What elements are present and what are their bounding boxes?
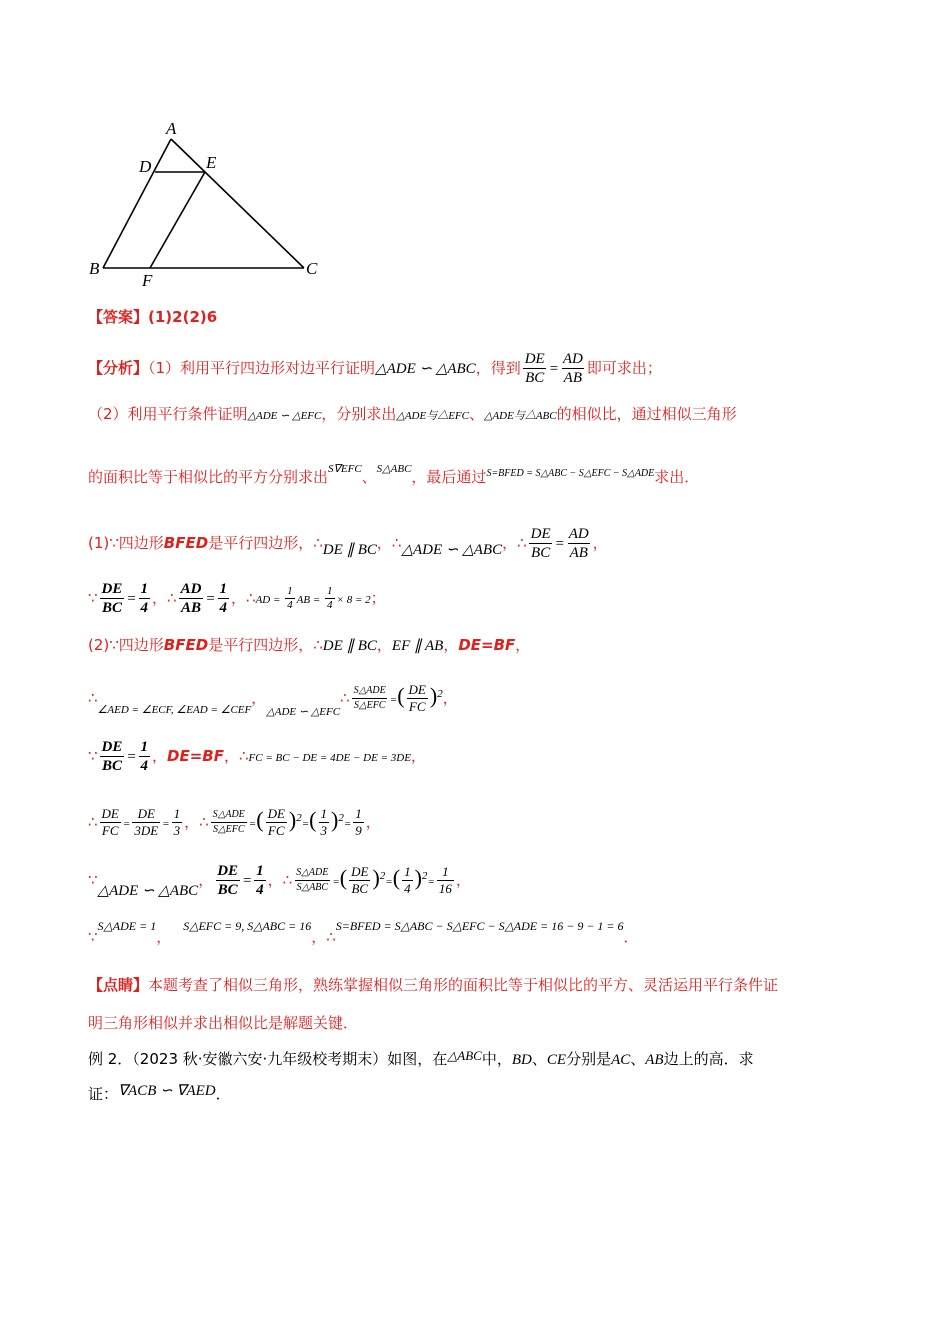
example2-m6: ∇ACB ∽ ∇AED xyxy=(118,1083,216,1099)
example2-m4: AC xyxy=(611,1052,631,1068)
geometry-figure xyxy=(0,0,950,300)
analysis-l2-suffix: 的相似比，通过相似三角形 xyxy=(556,405,737,423)
example2-m1: △ABC xyxy=(447,1048,482,1063)
q5-sep2: ，∴ xyxy=(267,871,293,889)
p2-m-tail: AB = xyxy=(296,594,324,606)
q4-frac-de-3de: $\frac{DE}{3DE}$ xyxy=(134,806,159,838)
q2-frac-de-fc: $\frac{DE}{FC}$ xyxy=(408,682,426,714)
analysis-l3-mid: ，最后通过 xyxy=(411,468,487,486)
q5-frac-de-bc-b: $\frac{DE}{BC}$ xyxy=(351,864,369,896)
comment-line2-text: 明三角形相似并求出相似比是解题关键． xyxy=(88,1014,359,1032)
p1-name: BFED xyxy=(163,534,209,552)
fraction-ad-ab: $\frac{AD}{AB}$ xyxy=(562,351,583,386)
p2-sep1: ，∴ xyxy=(152,589,177,607)
q5-exp-b: 2 xyxy=(421,870,428,882)
example2-suffix: 边上的高．求 xyxy=(663,1050,754,1068)
p1-text: 是平行四边形，∴ xyxy=(208,534,323,552)
p2-frac-de-bc: $\frac{DE}{BC}$ xyxy=(101,581,123,616)
q6-end: ． xyxy=(623,928,639,946)
q4-frac-de-fc-b: $\frac{DE}{FC}$ xyxy=(267,806,285,838)
q2-sep: ， xyxy=(251,689,267,707)
label-d: D xyxy=(139,157,152,176)
p1-sep1: ，∴ xyxy=(376,534,402,552)
q1-m2: EF ∥ AB xyxy=(391,638,444,654)
solution-2-line-6 xyxy=(88,918,639,946)
q5-sep: ， xyxy=(198,871,214,889)
example2-prefix: 例 2．（2023 秋·安徽六安·九年级校考期末）如图，在 xyxy=(88,1050,448,1068)
analysis-line-2 xyxy=(88,403,737,427)
q5-frac-1-4: $\frac{1}{4}$ xyxy=(256,863,264,898)
analysis-l1-prefix: （1）利用平行四边形对边平行证明 xyxy=(148,359,376,377)
analysis-tag: 【分析】 xyxy=(88,359,149,377)
q2-eq: = xyxy=(389,694,398,706)
p1-sep2: ，∴ xyxy=(502,534,527,552)
q1-sep2: ， xyxy=(443,636,459,654)
q4-sep: ，∴ xyxy=(184,813,209,831)
label-c: C xyxy=(306,259,318,278)
analysis-l3-prefix: 的面积比等于相似比的平方分别求出 xyxy=(88,468,329,486)
solution-2-line-2: $\therefore_{\angle AED = \angle ECF, \angle EAD = \angle CEF}$，$_{\triangle ADE ∽ \triangle EFC}$∴ $\frac{\text{S△ADE}}{\text{S△EFC}}$ =( $\frac{DE}{FC}$ )$^2$， xyxy=(88,682,458,718)
q4-frac-1-9: $\frac{1}{9}$ xyxy=(355,806,362,838)
q4-frac-1-3-b: $\frac{1}{3}$ xyxy=(320,806,327,838)
example2-m5: AB xyxy=(645,1052,664,1068)
p2-sep2: ，∴ xyxy=(231,589,256,607)
q3-m: DE=BF xyxy=(167,747,224,765)
label-b: B xyxy=(89,259,100,278)
q2-end: ， xyxy=(442,689,458,707)
answer-text: (1)2(2)6 xyxy=(148,308,218,326)
q3-sep2: ，∴ xyxy=(223,747,249,765)
q2-m1: ∠AED = ∠ECF, ∠EAD = ∠CEF xyxy=(97,704,252,716)
answer-tag: 【答案】 xyxy=(88,308,149,326)
p1-end: ， xyxy=(592,534,608,552)
q4-frac-area: $\frac{\text{S△ADE}}{\text{S△EFC}}$ xyxy=(212,809,245,835)
analysis-l2-mid1: ，分别求出 xyxy=(321,405,397,423)
equals: = xyxy=(548,361,559,377)
analysis-l3-m3: S=BFED = S△ABC − S△EFC − S△ADE xyxy=(486,468,655,479)
q6-sep2: ，∴ xyxy=(311,928,336,946)
q1-text: 是平行四边形，∴ xyxy=(208,636,323,654)
q6-m3: S=BFED = S△ABC − S△EFC − S△ADE = 16 − 9 − 1 = 6 xyxy=(335,919,624,933)
q5-m: △ADE ∽ △ABC xyxy=(97,883,199,899)
p2-end: ； xyxy=(370,589,386,607)
p1-label: (1)∵四边形 xyxy=(88,534,164,552)
q4-exp-b: 2 xyxy=(338,812,344,824)
label-e: E xyxy=(206,153,217,172)
q1-m1: DE ∥ BC xyxy=(322,638,377,654)
example2-line-2 xyxy=(88,1083,231,1106)
q2-sep2: ∴ xyxy=(340,689,350,707)
p2-m: AD = xyxy=(255,594,284,606)
analysis-l1-suffix: 即可求出； xyxy=(586,359,662,377)
q4-lead: ∴ xyxy=(88,813,98,831)
p2-frac-ad-ab: $\frac{AD}{AB}$ xyxy=(180,581,202,616)
p2-frac-quarter: $\frac{1}{4}$ xyxy=(287,585,293,611)
analysis-l3-m1: S∇EFC xyxy=(328,463,362,475)
q4-frac-1-3: $\frac{1}{3}$ xyxy=(173,806,181,838)
example2-line2-end: ． xyxy=(215,1085,231,1103)
segment-ef xyxy=(150,172,205,268)
analysis-l2-math1: △ADE ∽ △EFC xyxy=(247,410,322,422)
example2-sep2: 、 xyxy=(630,1050,646,1068)
q2-frac-area: $\frac{\text{S△ADE}}{\text{S△EFC}}$ xyxy=(353,685,386,711)
q5-lead: ∵ xyxy=(88,871,98,889)
p1-frac-de-bc: $\frac{DE}{BC}$ xyxy=(530,526,551,561)
analysis-line-1 xyxy=(88,350,662,387)
segment-ac xyxy=(171,139,304,268)
comment-line-1 xyxy=(88,974,778,996)
fraction-de-bc: $\frac{DE}{BC}$ xyxy=(524,351,545,386)
q5-frac-1-16: $\frac{1}{16}$ xyxy=(438,864,452,896)
p1-m2: △ADE ∽ △ABC xyxy=(401,542,503,558)
q4-exp: 2 xyxy=(296,812,302,824)
p2-frac-quarter-b: $\frac{1}{4}$ xyxy=(327,585,333,611)
analysis-l3-suffix: 求出． xyxy=(654,468,700,486)
q4-end: ， xyxy=(365,813,381,831)
comment-line1-text: 本题考查了相似三角形，熟练掌握相似三角形的面积比等于相似比的平方、灵活运用平行条件证 xyxy=(148,976,779,994)
analysis-l3-sep: 、 xyxy=(361,468,377,486)
analysis-line-3 xyxy=(88,463,700,491)
q3-end: ， xyxy=(410,747,426,765)
example2-mid2: 分别是 xyxy=(566,1050,612,1068)
solution-1-line-2: ∵ $\frac{DE}{BC}$ = $\frac{1}{4}$ ，∴ $\frac{AD}{AB}$ = $\frac{1}{4}$ ，∴AD = $\frac{1}{4}$ AB = $\frac{1}{4}$ × 8 = 2； xyxy=(88,581,386,616)
analysis-l2-sep: 、 xyxy=(468,405,484,423)
q1-end: ， xyxy=(515,636,531,654)
p2-lead: ∵ xyxy=(88,589,98,607)
q2-m2: △ADE ∽ △EFC xyxy=(266,706,341,718)
analysis-l2-prefix: （2）利用平行条件证明 xyxy=(88,405,248,423)
q5-exp: 2 xyxy=(379,870,386,882)
solution-2-line-1 xyxy=(88,634,530,657)
q1-m3: DE=BF xyxy=(458,636,516,654)
p1-frac-ad-ab: $\frac{AD}{AB}$ xyxy=(568,526,589,561)
analysis-l2-math2: △ADE与△EFC xyxy=(396,410,469,422)
q6-lead: ∵ xyxy=(88,928,98,946)
analysis-l1-mid: ，得到 xyxy=(475,359,521,377)
comment-line-2 xyxy=(88,1012,358,1034)
p2-m-end: × 8 = 2 xyxy=(336,594,371,606)
q3-m2: FC = BC − DE = 4DE − DE = 3DE xyxy=(248,752,411,764)
label-a: A xyxy=(166,119,177,138)
q1-name: BFED xyxy=(163,636,209,654)
example2-line-1 xyxy=(88,1048,754,1071)
q5-frac-area: $\frac{\text{S△ADE}}{\text{S△ABC}}$ xyxy=(296,867,329,893)
p1-m1: DE ∥ BC xyxy=(322,542,377,558)
solution-2-line-4: ∴ $\frac{DE}{FC}$ = $\frac{DE}{3DE}$ = $\frac{1}{3}$ ，∴ $\frac{\text{S△ADE}}{\text{S△EFC}}$ =( $\frac{DE}{FC}$ )$^2$=( $\frac{1}{3}$ )$^2$= $\frac{1}{9}$ ， xyxy=(88,806,381,838)
p2-frac-1-4-b: $\frac{1}{4}$ xyxy=(219,581,228,616)
q3-sep: ， xyxy=(152,747,168,765)
q5-frac-de-bc: $\frac{DE}{BC}$ xyxy=(217,863,239,898)
solution-2-line-5: ∵△ADE ∽ △ABC， $\frac{DE}{BC}$ = $\frac{1}{4}$ ，∴ $\frac{\text{S△ADE}}{\text{S△ABC}}$ =( $\frac{DE}{BC}$ )$^2$=( $\frac{1}{4}$ )$^2$= $\frac{1}{16}$ ， xyxy=(88,863,471,899)
answer-line xyxy=(88,306,217,328)
q6-m1: S△ADE = 1 xyxy=(97,919,157,933)
q6-m2: S△EFC = 9, S△ABC = 16 xyxy=(183,919,312,933)
q4-frac-de-fc: $\frac{DE}{FC}$ xyxy=(101,806,119,838)
example2-line2-prefix: 证： xyxy=(88,1085,119,1103)
q1-sep: ， xyxy=(376,636,392,654)
analysis-l2-math3: △ADE与△ABC xyxy=(484,410,557,422)
solution-1-line-1: (1)∵四边形BFED是平行四边形，∴DE ∥ BC，∴△ADE ∽ △ABC，∴ $\frac{DE}{BC}$ = $\frac{AD}{AB}$ ， xyxy=(88,526,608,561)
q3-frac-1-4: $\frac{1}{4}$ xyxy=(140,739,149,774)
analysis-l1-math: △ADE ∽ △ABC xyxy=(375,361,476,377)
q1-label: (2)∵四边形 xyxy=(88,636,164,654)
analysis-l3-m2: S△ABC xyxy=(376,463,412,475)
example2-m3: CE xyxy=(546,1052,567,1068)
example2-mid1: 中， xyxy=(481,1050,512,1068)
label-f: F xyxy=(142,271,153,290)
example2-sep1: 、 xyxy=(531,1050,547,1068)
q2-lead: ∴ xyxy=(88,689,98,707)
q3-frac-de-bc: $\frac{DE}{BC}$ xyxy=(101,739,123,774)
solution-2-line-3: ∵ $\frac{DE}{BC}$ = $\frac{1}{4}$ ，DE=BF，∴FC = BC − DE = 4DE − DE = 3DE， xyxy=(88,739,426,774)
p2-frac-1-4: $\frac{1}{4}$ xyxy=(140,581,149,616)
q6-sep: ， xyxy=(156,928,172,946)
q3-lead: ∵ xyxy=(88,747,98,765)
q5-frac-1-4-c: $\frac{1}{4}$ xyxy=(404,864,411,896)
q2-exp: 2 xyxy=(437,688,443,700)
comment-tag: 【点睛】 xyxy=(88,976,149,994)
example2-m2: BD xyxy=(511,1052,532,1068)
q5-end: ， xyxy=(455,871,471,889)
